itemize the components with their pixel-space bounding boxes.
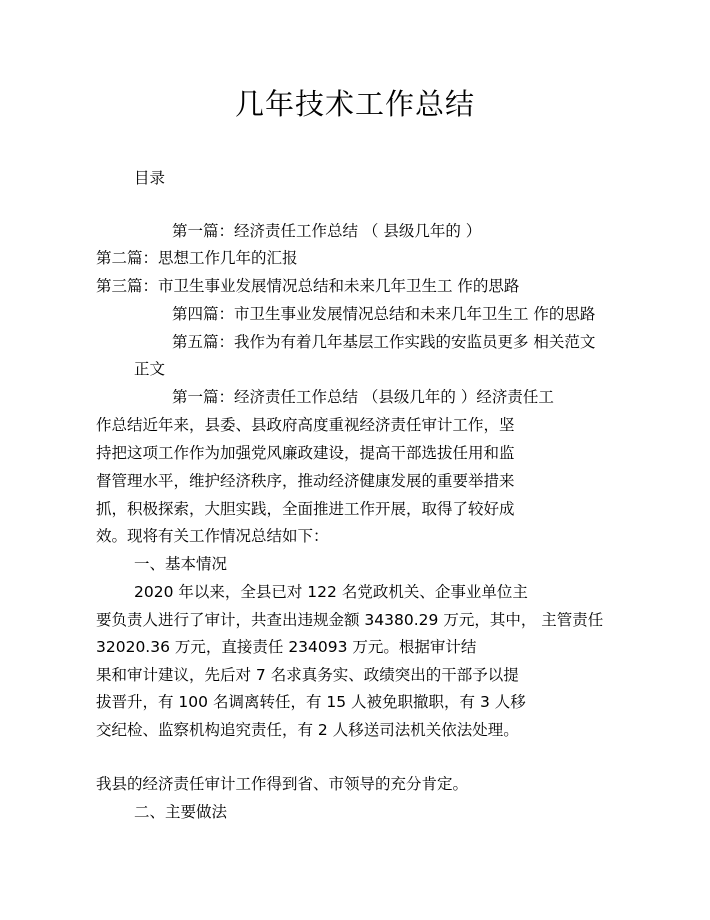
paragraph-line: 我县的经济责任审计工作得到省、市领导的充分肯定。 bbox=[96, 775, 469, 793]
paragraph-line: 作总结近年来，县委、县政府高度重视经济责任审计工作，坚 bbox=[96, 416, 515, 434]
paragraph-line: 要负责人进行了审计，共查出违规金额 34380.29 万元，其中， 主管责任 bbox=[96, 611, 604, 629]
paragraph-line: 2020 年以来，全县已对 122 名党政机关、企事业单位主 bbox=[134, 583, 528, 601]
body-heading: 正文 bbox=[134, 360, 166, 378]
paragraph-line: 抓，积极探索，大胆实践，全面推进工作开展，取得了较好成 bbox=[96, 500, 515, 518]
paragraph-line: 果和审计建议，先后对 7 名求真务实、政绩突出的干部予以提 bbox=[96, 666, 519, 684]
toc-heading: 目录 bbox=[134, 169, 166, 187]
document-title: 几年技术工作总结 bbox=[234, 87, 475, 121]
paragraph-line: 交纪检、监察机构追究责任，有 2 人移送司法机关依法处理。 bbox=[96, 721, 519, 739]
section-heading: 一、基本情况 bbox=[134, 555, 228, 573]
paragraph-line: 第一篇：经济责任工作总结 （县级几年的 ）经济责任工 bbox=[172, 388, 554, 406]
toc-item: 第一篇：经济责任工作总结 （ 县级几年的 ） bbox=[172, 222, 482, 240]
paragraph-line: 32020.36 万元，直接责任 234093 万元。根据审计结 bbox=[96, 638, 477, 656]
toc-item: 第五篇：我作为有着几年基层工作实践的安监员更多 相关范文 bbox=[172, 333, 596, 351]
toc-item: 第三篇：市卫生事业发展情况总结和未来几年卫生工 作的思路 bbox=[96, 277, 520, 295]
paragraph-line: 持把这项工作作为加强党风廉政建设，提高干部选拔任用和监 bbox=[96, 444, 515, 462]
section-heading: 二、主要做法 bbox=[134, 803, 228, 821]
paragraph-line: 效。现将有关工作情况总结如下： bbox=[96, 527, 329, 545]
paragraph-line: 拔晋升，有 100 名调离转任，有 15 人被免职撤职，有 3 人移 bbox=[96, 693, 526, 711]
toc-item: 第二篇：思想工作几年的汇报 bbox=[96, 249, 298, 267]
paragraph-line: 督管理水平，维护经济秩序，推动经济健康发展的重要举措来 bbox=[96, 472, 515, 490]
toc-item: 第四篇：市卫生事业发展情况总结和未来几年卫生工 作的思路 bbox=[172, 305, 596, 323]
